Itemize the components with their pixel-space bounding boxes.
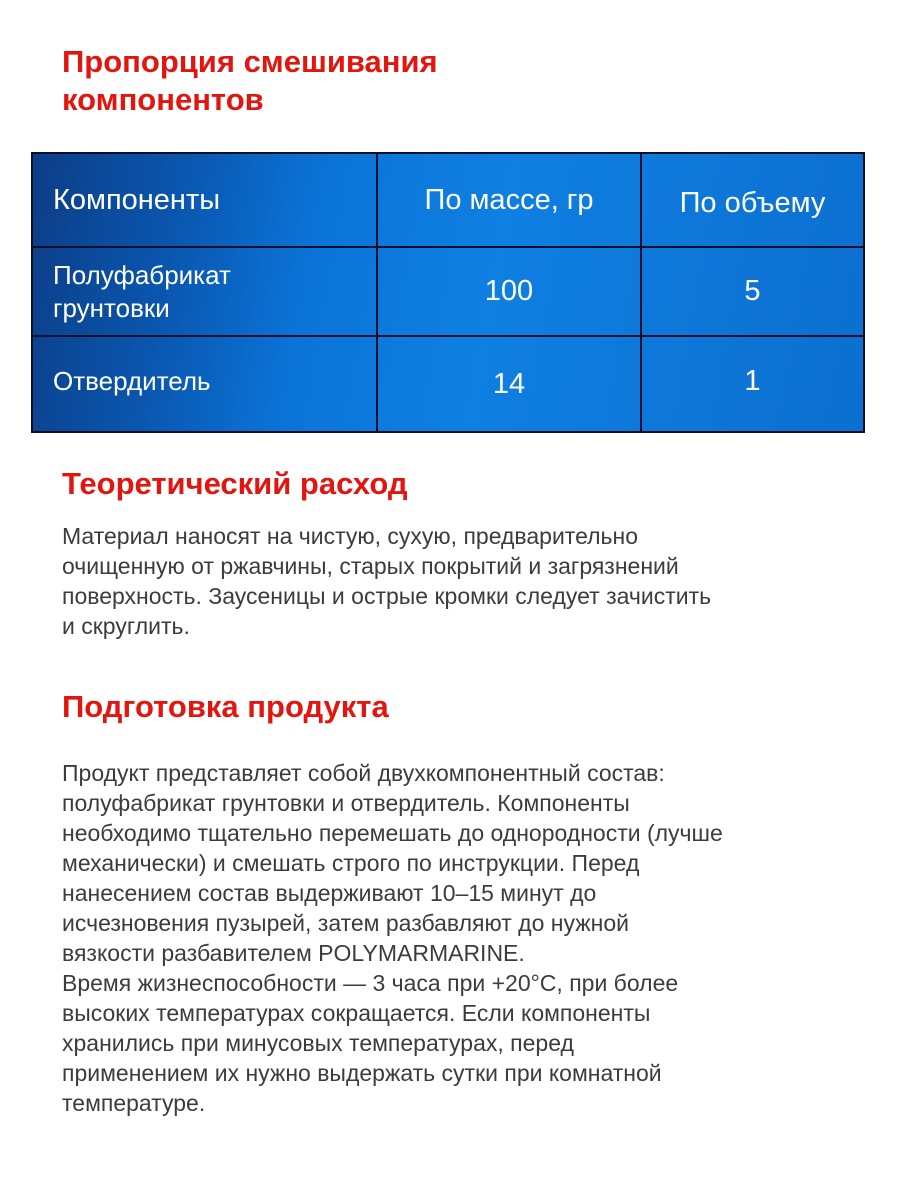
header-by-volume: По объему — [641, 153, 864, 247]
product-preparation-text: Продукт представляет собой двухкомпонентный состав: полуфабрикат грунтовки и отвердитель. Компоненты необходимо тщательно перемешать до однородности (лучше механически) и смешать строго по инструкции. Перед нанесением состав выдерживают 10–15 минут до исчезновения пузырей, затем разбавляют до нужной вязкости разбавителем POLYMARMARINE. Время жизнеспособности — 3 часа при +20°С, при более высоких температурах сокращается. Если компоненты хранились при минусовых температурах, перед применением их нужно выдержать сутки при комнатной температуре. — [62, 760, 723, 1116]
row-component-name: Полуфабрикат грунтовки — [32, 247, 377, 336]
theoretical-consumption-text: Материал наносят на чистую, сухую, предварительно очищенную от ржавчины, старых покрытий и загрязнений поверхность. Заусеницы и острые кромки следует зачистить и скруглить. — [62, 523, 712, 639]
mixing-proportion-table — [31, 152, 865, 433]
row-mass-value: 100 — [377, 247, 641, 336]
header-components: Компоненты — [32, 153, 377, 247]
header-by-mass: По массе, гр — [377, 153, 641, 247]
row-volume-value: 1 — [641, 336, 864, 432]
theoretical-consumption-heading: Теоретический расход — [62, 466, 408, 501]
row-component-name: Отвердитель — [32, 336, 377, 432]
row-volume-value: 5 — [641, 247, 864, 336]
mixing-proportion-heading: Пропорция смешивания компонентов — [62, 44, 438, 117]
row-mass-value: 14 — [377, 336, 641, 432]
table-row — [32, 336, 864, 432]
table-row — [32, 247, 864, 336]
product-preparation-heading: Подготовка продукта — [62, 689, 389, 724]
table-header-row — [32, 153, 864, 247]
